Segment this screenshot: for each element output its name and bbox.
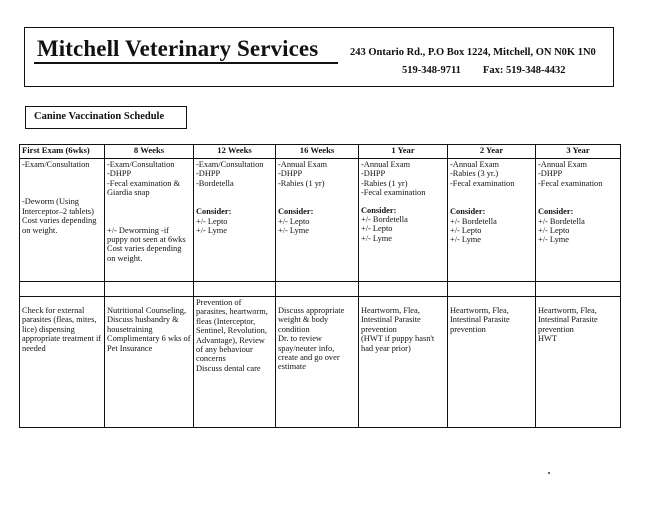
additional-item: +/- Lyme — [278, 226, 310, 236]
visit-item: -Fecal examination — [450, 178, 515, 188]
visit-item: -DHPP — [196, 169, 221, 179]
consider-heading: Consider: — [361, 205, 397, 215]
visit-item: -Exam/Consultation — [196, 160, 264, 169]
contact-line — [402, 65, 565, 76]
column-header: 2 Year — [448, 145, 536, 159]
care-note: Dr. to review spay/neuter info, create and go over estimate — [278, 334, 340, 372]
vaccination-schedule-table — [19, 144, 621, 428]
care-note: (HWT if puppy hasn't had year prior) — [361, 334, 435, 353]
letterhead — [24, 27, 614, 87]
spacer-row — [20, 282, 621, 297]
vaccination-cell — [20, 159, 105, 282]
clinic-name-underline — [34, 62, 338, 64]
additional-item: +/- Bordetella — [450, 216, 497, 226]
care-note: HWT — [538, 334, 558, 344]
care-notes-cell — [20, 297, 105, 428]
additional-item: +/- Lyme — [538, 235, 570, 245]
care-notes-cell — [194, 297, 276, 428]
spacer-cell — [20, 282, 105, 297]
scan-mark — [548, 472, 550, 474]
additional-item: +/- Lepto — [278, 216, 310, 226]
fax-number: Fax: 519-348-4432 — [482, 65, 566, 76]
visit-item: -Rabies (3 yr.) — [450, 169, 499, 179]
visit-item: -Annual Exam — [538, 160, 588, 169]
consider-heading: Consider: — [196, 207, 232, 217]
additional-block — [107, 226, 191, 264]
spacer-cell — [536, 282, 621, 297]
vaccination-cell — [536, 159, 621, 282]
additional-block — [196, 207, 273, 235]
spacer-cell — [194, 282, 276, 297]
visit-item: Giardia snap — [107, 188, 150, 198]
vaccination-cell — [194, 159, 276, 282]
additional-item: +/- Lepto — [196, 216, 228, 226]
column-header: 16 Weeks — [276, 145, 359, 159]
additional-item: -Deworm (Using Interceptor–2 tablets) — [22, 197, 94, 216]
vaccination-cell — [105, 159, 194, 282]
care-note: Check for external parasites (fleas, mites, lice) dispensing appropriate treatment if needed — [22, 306, 102, 353]
additional-item: +/- Bordetella — [538, 216, 585, 226]
clinic-address: 243 Ontario Rd., P.O Box 1224, Mitchell, ON N0K 1N0 — [350, 47, 596, 58]
visit-item: -Fecal examination — [361, 188, 426, 198]
additional-item: +/- Lyme — [196, 226, 228, 236]
care-note: Complimentary 6 wks of Pet Insurance — [107, 334, 191, 353]
additional-block — [538, 207, 618, 245]
care-note: Discuss dental care — [196, 363, 261, 373]
care-note: Heartworm, Flea, Intestinal Parasite prevention — [361, 306, 421, 334]
spacer-cell — [105, 282, 194, 297]
care-notes-cell — [536, 297, 621, 428]
column-header: 8 Weeks — [105, 145, 194, 159]
column-header: 12 Weeks — [194, 145, 276, 159]
visit-item: -DHPP — [107, 169, 132, 179]
additional-item: +/- Deworming -if puppy not seen at 6wks — [107, 225, 186, 245]
spacer-cell — [276, 282, 359, 297]
consider-heading: Consider: — [450, 207, 486, 217]
visit-item: -DHPP — [538, 169, 563, 179]
vaccination-row — [20, 159, 621, 282]
care-note: Prevention of parasites, heartworm, fleas (Interceptor, Sentinel, Revolution, Advantage), Review of any behaviour concerns — [196, 298, 268, 364]
care-notes-cell — [276, 297, 359, 428]
spacer-cell — [359, 282, 448, 297]
schedule-title: Canine Vaccination Schedule — [25, 106, 187, 129]
visit-item: -Fecal examination & — [107, 178, 181, 188]
additional-item: +/- Lyme — [450, 235, 482, 245]
visit-item: -DHPP — [278, 169, 303, 179]
visit-item: -Bordetella — [196, 178, 234, 188]
additional-item: +/- Lepto — [538, 226, 570, 236]
additional-item: +/- Lepto — [361, 224, 393, 234]
clinic-name: Mitchell Veterinary Services — [37, 36, 319, 61]
visit-item: -DHPP — [361, 169, 386, 179]
phone-number: 519-348-9711 — [402, 65, 461, 76]
spacer-cell — [448, 282, 536, 297]
vaccination-cell — [448, 159, 536, 282]
care-notes-cell — [448, 297, 536, 428]
additional-block — [450, 207, 533, 245]
additional-block — [278, 207, 356, 235]
visit-item: -Exam/Consultation — [22, 160, 90, 169]
visit-item: -Exam/Consultation — [107, 160, 175, 169]
visit-item: -Annual Exam — [361, 160, 411, 169]
care-note: Discuss appropriate weight & body condition — [278, 306, 345, 334]
care-note: Heartworm, Flea, Intestinal Parasite prevention — [538, 306, 598, 334]
care-note: Nutritional Counseling, Discuss husbandry & housetraining — [107, 306, 187, 334]
visit-item: -Annual Exam — [278, 160, 328, 169]
column-header: First Exam (6wks) — [20, 145, 105, 159]
column-header: 3 Year — [536, 145, 621, 159]
additional-item: Cost varies depending on weight. — [22, 216, 97, 235]
additional-item: +/- Lepto — [450, 226, 482, 236]
column-header-row — [20, 145, 621, 159]
visit-item: -Fecal examination — [538, 178, 603, 188]
visit-item: -Rabies (1 yr) — [361, 178, 408, 188]
visit-item: -Annual Exam — [450, 160, 500, 169]
additional-item: +/- Bordetella — [361, 215, 408, 225]
additional-block — [361, 206, 445, 244]
consider-heading: Consider: — [278, 207, 314, 217]
care-note: Heartworm, Flea, Intestinal Parasite prevention — [450, 306, 510, 334]
additional-item: Cost varies depending on weight. — [107, 244, 182, 263]
consider-heading: Consider: — [538, 207, 574, 217]
care-notes-cell — [105, 297, 194, 428]
visit-item: -Rabies (1 yr) — [278, 178, 325, 188]
vaccination-cell — [276, 159, 359, 282]
vaccination-cell — [359, 159, 448, 282]
additional-item: +/- Lyme — [361, 233, 393, 243]
column-header: 1 Year — [359, 145, 448, 159]
care-notes-cell — [359, 297, 448, 428]
additional-block — [22, 197, 102, 235]
care-notes-row — [20, 297, 621, 428]
